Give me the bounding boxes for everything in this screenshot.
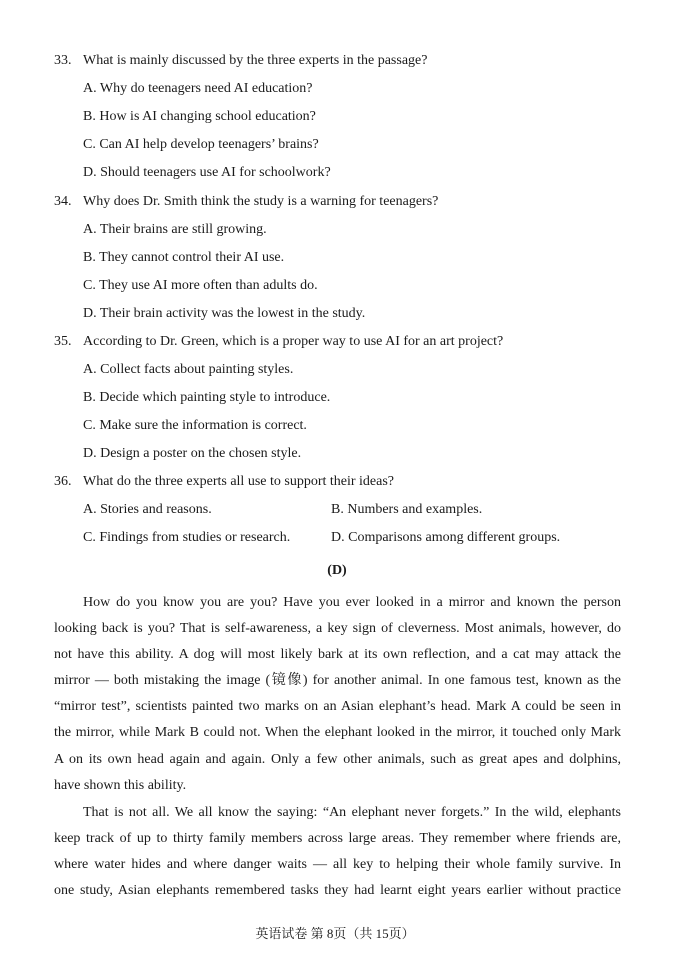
option-36-d: D. Comparisons among different groups. (331, 530, 561, 545)
question-35 (54, 333, 503, 351)
question-text: What is mainly discussed by the three experts in the passage? (83, 53, 428, 68)
question-33 (54, 52, 427, 70)
option-35-b: B. Decide which painting style to introduce. (83, 390, 331, 405)
paragraph-line: looking back is you? That is self-awareness, a key sign of cleverness. Most animals, however, do (54, 621, 621, 637)
paragraph-line: “mirror test”, scientists painted two marks on an Asian elephant’s head. Mark A could be seen in (54, 699, 621, 715)
question-number: 36. (54, 474, 72, 489)
option-33-d: D. Should teenagers use AI for schoolwork? (83, 165, 331, 180)
option-34-c: C. They use AI more often than adults do. (83, 278, 318, 293)
question-text: What do the three experts all use to support their ideas? (83, 474, 395, 489)
section-title: (D) (327, 563, 347, 578)
option-33-b: B. How is AI changing school education? (83, 109, 316, 124)
option-34-b: B. They cannot control their AI use. (83, 250, 285, 265)
paragraph-line: mirror — both mistaking the image (镜像) for another animal. In one famous test, known as the (54, 673, 621, 689)
passage-paragraph-1 (54, 590, 621, 799)
paragraph-line: the mirror, while Mark B could not. When the elephant looked in the mirror, it touched only Mark (54, 725, 621, 741)
question-number: 33. (54, 53, 72, 68)
option-33-a: A. Why do teenagers need AI education? (83, 81, 313, 96)
option-36-a: A. Stories and reasons. (83, 502, 212, 517)
option-35-a: A. Collect facts about painting styles. (83, 362, 294, 377)
page-footer: 英语试卷 第 8页（共 15页） (255, 926, 415, 941)
paragraph-line: A on its own head again and again. Only a few other animals, such as great apes and dolphins, (54, 751, 621, 767)
question-number: 35. (54, 334, 72, 349)
question-36 (54, 473, 394, 491)
question-number: 34. (54, 194, 72, 209)
option-36-c: C. Findings from studies or research. (83, 530, 291, 545)
option-35-d: D. Design a poster on the chosen style. (83, 446, 302, 461)
option-34-a: A. Their brains are still growing. (83, 222, 267, 237)
option-33-c: C. Can AI help develop teenagers’ brains? (83, 137, 319, 152)
question-text: According to Dr. Green, which is a proper way to use AI for an art project? (83, 334, 504, 349)
paragraph-line: That is not all. We all know the saying: “An elephant never forgets.” In the wild, elephants (83, 805, 621, 820)
paragraph-line: where water hides and where danger waits — all key to helping their whole family survive. In (54, 857, 621, 873)
paragraph-line: one study, Asian elephants remembered tasks they had learnt eight years earlier without practice (54, 883, 621, 899)
option-34-d: D. Their brain activity was the lowest in the study. (83, 306, 366, 321)
question-text: Why does Dr. Smith think the study is a warning for teenagers? (83, 194, 439, 209)
paragraph-line: have shown this ability. (54, 777, 187, 793)
option-35-c: C. Make sure the information is correct. (83, 418, 307, 433)
question-34 (54, 193, 438, 211)
passage-paragraph-2 (54, 800, 621, 904)
option-36-b: B. Numbers and examples. (331, 502, 483, 517)
paragraph-line: not have this ability. A dog will most likely bark at its own reflection, and a cat may attack the (54, 647, 621, 663)
paragraph-line: How do you know you are you? Have you ever looked in a mirror and known the person (83, 595, 621, 610)
paragraph-line: keep track of up to thirty family members across large areas. They remember where friends are, (54, 831, 621, 847)
